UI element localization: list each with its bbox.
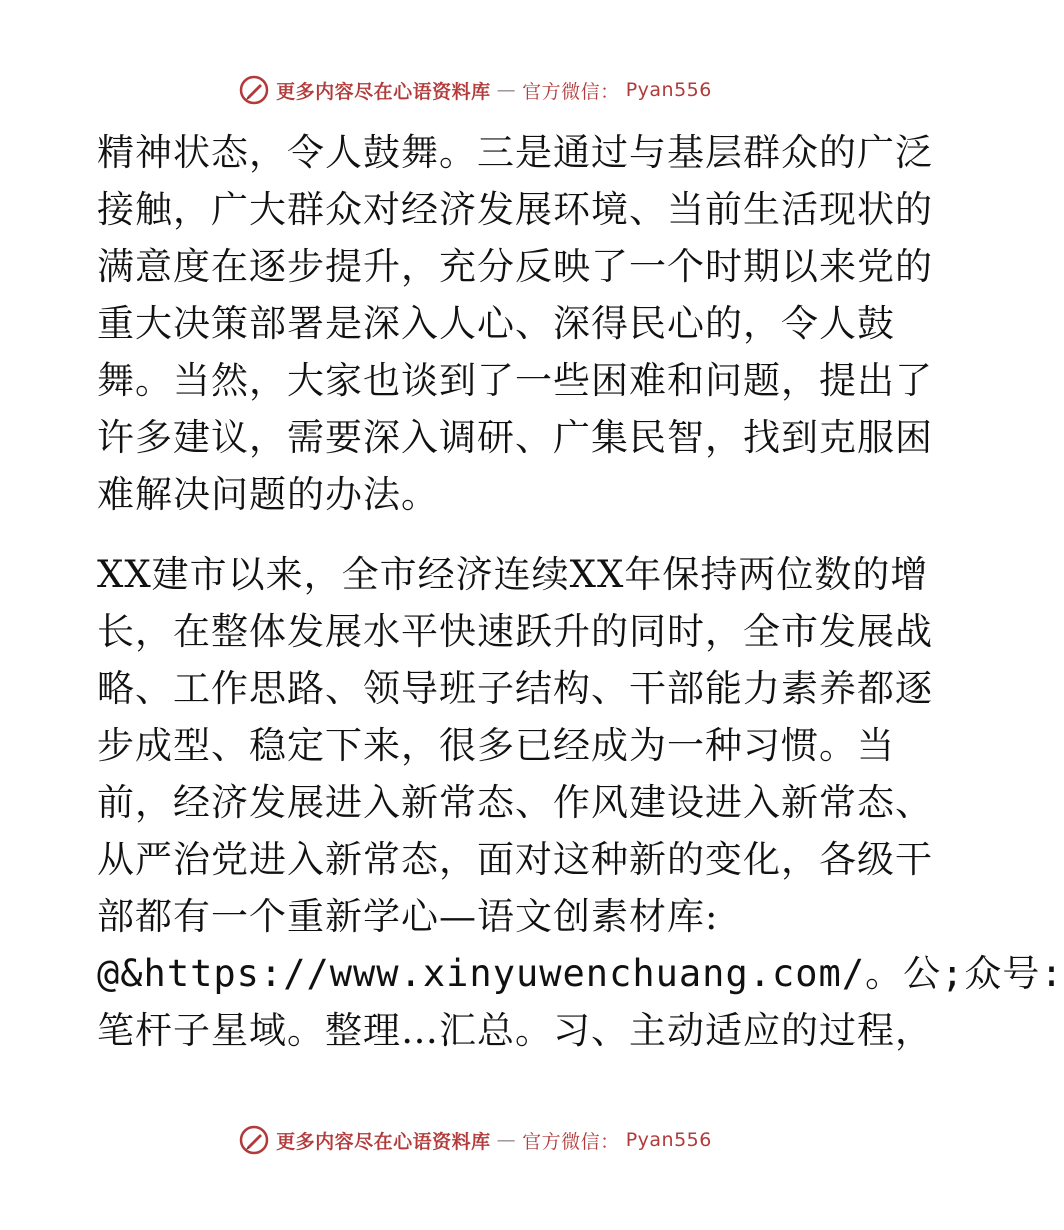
header-watermark-banner — [0, 68, 950, 112]
text-line: 步成型、稳定下来，很多已经成为一种习惯。当 — [97, 724, 895, 767]
text-line: 前，经济发展进入新常态、作风建设进入新常态、 — [97, 781, 933, 824]
banner-wechat-label: 官方微信： — [522, 1130, 620, 1153]
pen-logo-icon — [238, 74, 270, 106]
banner-main-text: 更多内容尽在心语资料库 — [276, 1130, 491, 1153]
text-line: 重大决策部署是深入人心、深得民心的，令人鼓 — [97, 302, 895, 345]
paragraph-2 — [97, 546, 1064, 1059]
text-line: 满意度在逐步提升，充分反映了一个时期以来党的 — [97, 245, 933, 288]
paragraph-1 — [97, 124, 933, 523]
text-line: 略、工作思路、领导班子结构、干部能力素养都逐 — [97, 667, 933, 710]
footer-watermark-banner — [0, 1118, 950, 1162]
banner-main-text: 更多内容尽在心语资料库 — [276, 80, 491, 103]
banner-wechat-id: Pyan556 — [625, 79, 712, 101]
text-line: 从严治党进入新常态，面对这种新的变化，各级干 — [97, 838, 933, 881]
banner-wechat-id: Pyan556 — [625, 1129, 712, 1151]
url-line: @&https://www.xinyuwenchuang.com/。公;众号: — [97, 952, 1064, 995]
banner-separator: — — [496, 79, 517, 101]
text-line: 精神状态，令人鼓舞。三是通过与基层群众的广泛 — [97, 131, 933, 174]
text-line: 笔杆子星域。整理…汇总。习、主动适应的过程， — [97, 1009, 933, 1052]
text-line: 长，在整体发展水平快速跃升的同时，全市发展战 — [97, 610, 933, 653]
document-body — [97, 124, 1064, 1059]
text-line: 舞。当然，大家也谈到了一些困难和问题，提出了 — [97, 359, 933, 402]
banner-separator: — — [496, 1129, 517, 1151]
banner-wechat-label: 官方微信： — [522, 80, 620, 103]
text-line: 许多建议，需要深入调研、广集民智，找到克服困 — [97, 416, 933, 459]
text-line: 部都有一个重新学心—语文创素材库: — [97, 895, 719, 938]
text-line: 难解决问题的办法。 — [97, 473, 439, 516]
text-line: XX建市以来，全市经济连续XX年保持两位数的增 — [97, 553, 929, 596]
pen-logo-icon — [238, 1124, 270, 1156]
text-line: 接触，广大群众对经济发展环境、当前生活现状的 — [97, 188, 933, 231]
